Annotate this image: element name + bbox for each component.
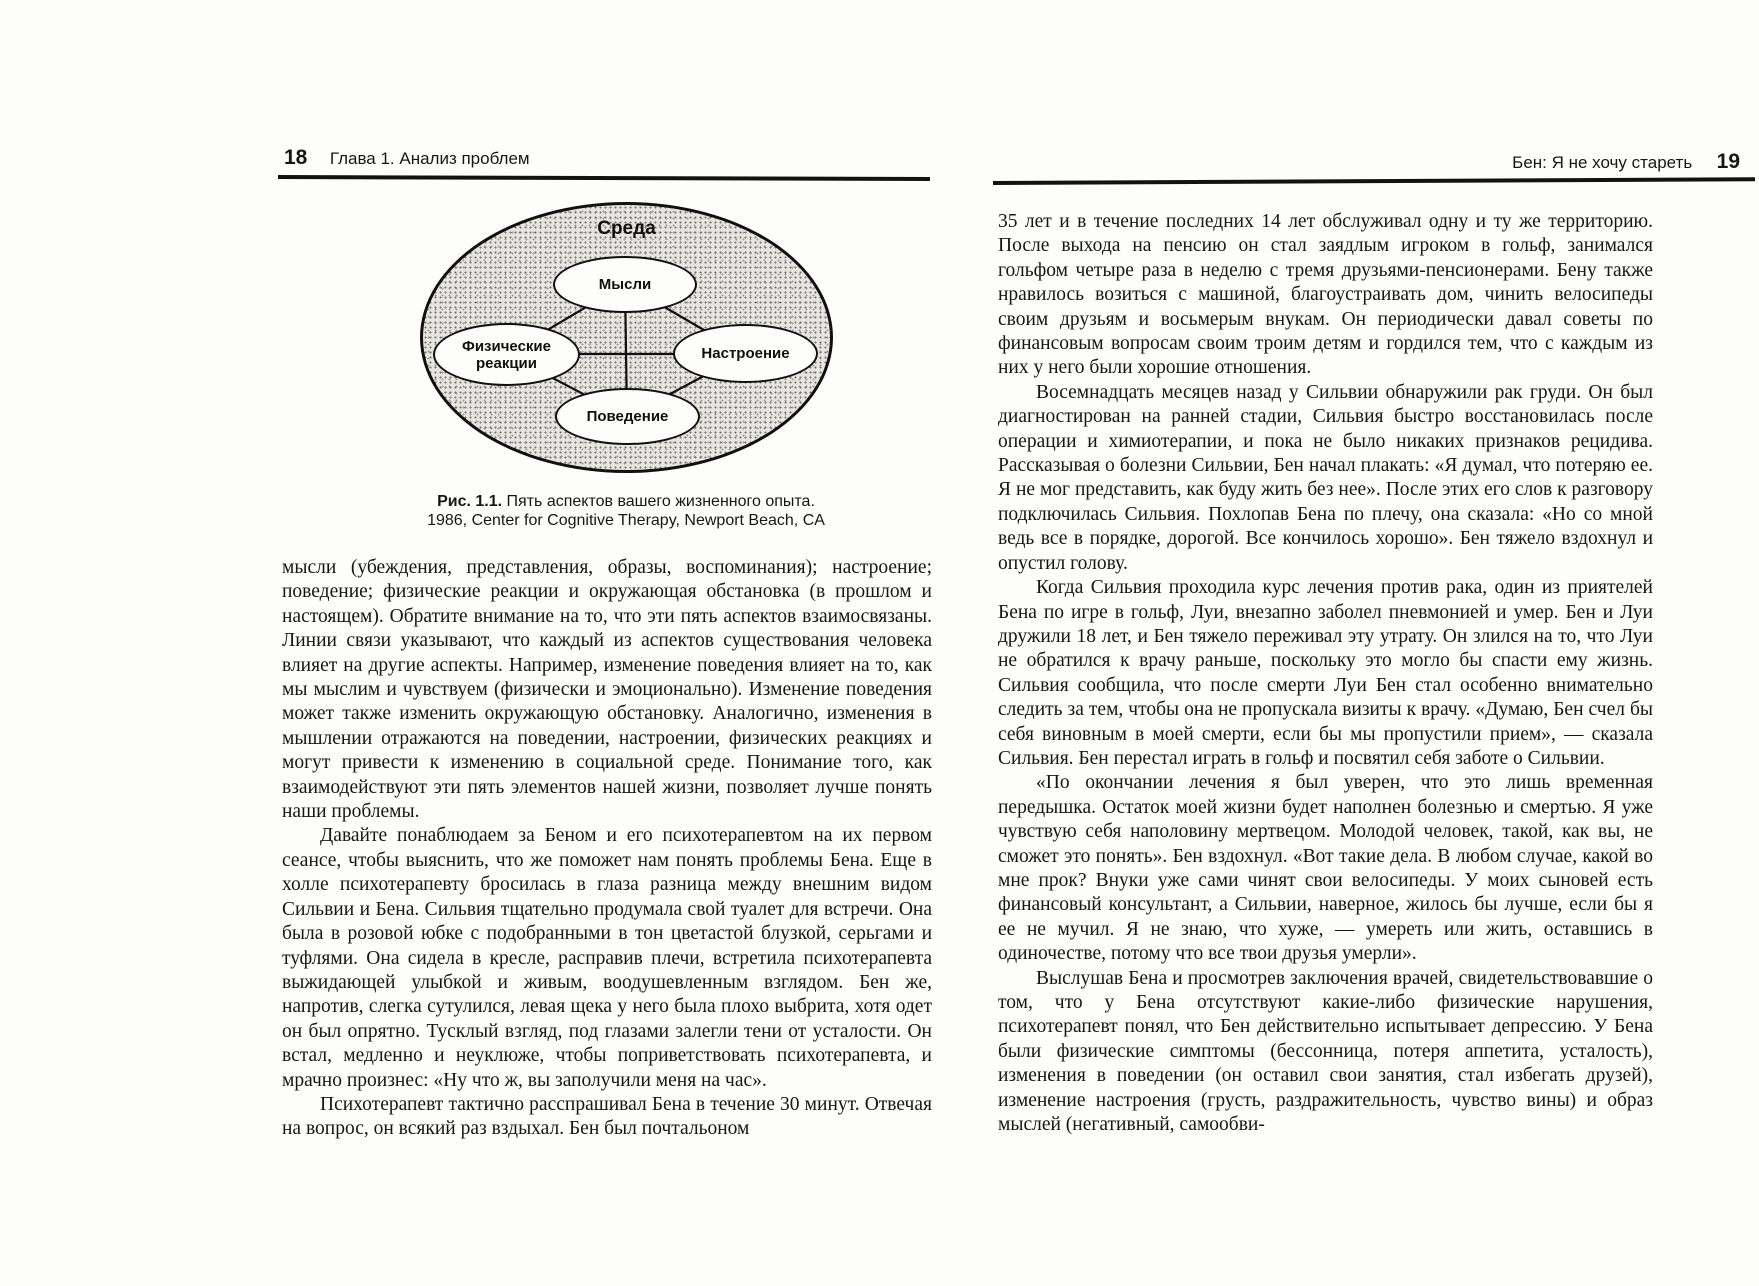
figure-node-behavior: Поведение: [555, 388, 700, 445]
right-running-title: Бен: Я не хочу стареть: [1512, 153, 1693, 172]
right-page-body: [998, 210, 1653, 1137]
right-running-head: [998, 150, 1740, 174]
environment-label: Среда: [597, 218, 656, 239]
paragraph: Давайте понаблюдаем за Беном и его психотерапевтом на их первом сеансе, чтобы выяснить, что же поможет нам понять проблемы Бена. Еще в холле психотерапевту бросилась в глаза разница между внешним видом Сильвии и Бена. Сильвия тщательно продумала свой туалет для встречи. Она была в розовой юбке с подобранными в тон цветастой блузкой, серьгами и туфлями. Она сидела в кресле, расправив плечи, встретила психотерапевта выжидающей улыбкой и живым, воодушевленным взглядом. Бен же, напротив, слегка сутулился, левая щека у него была плохо выбрита, хотя одет он был опрятно. Тусклый взгляд, под глазами залегли тени от усталости. Он встал, медленно и неуклюже, чтобы поприветствовать психотерапевта, и мрачно произнес: «Ну что ж, вы заполучили меня на час».: [282, 825, 932, 1091]
figure-node-physical-reactions: Физические реакции: [433, 323, 580, 386]
left-page-body: [282, 556, 932, 1142]
left-page-number: 18: [284, 146, 308, 169]
left-running-head: [284, 146, 530, 170]
figure-node-thoughts: Мысли: [553, 256, 697, 313]
figure-caption: [326, 492, 926, 530]
paragraph: «По окончании лечения я был уверен, что это лишь временная передышка. Остаток моей жизни будет наполнен болезнью и смертью. Я уже чувствую себя наполовину мертвецом. Молодой человек, такой, как вы, не сможет это понять». Бен вздохнул. «Вот такие дела. В любом случае, какой во мне прок? Внуки уже сами чинят свои велосипеды. У моих сыновей есть финансовый консультант, а Сильвии, наверное, жилось бы лучше, если бы я ее не мучил. Я не знаю, что хуже, — умереть или жить, оставшись в одиночестве, потому что все твои друзья умерли».: [998, 772, 1653, 965]
left-running-title: Глава 1. Анализ проблем: [329, 149, 530, 168]
right-header-rule: [993, 177, 1755, 185]
figure-caption-number: Рис. 1.1.: [437, 493, 503, 510]
figure-five-aspects-diagram: [420, 202, 833, 473]
paragraph: 35 лет и в течение последних 14 лет обслуживал одну и ту же территорию. После выхода на пенсию он стал заядлым игроком в гольф, занимался гольфом четыре раза в неделю с тремя друзьями-пенсионерами. Бену также нравилось возиться с машиной, благоустраивать дом, чинить велосипеды своим друзьям и восьмерым внукам. Он периодически давал советы по финансовым вопросам своим троим детям и гордился тем, что с каждым из них у него были хорошие отношения.: [998, 211, 1653, 379]
left-header-rule: [278, 175, 930, 181]
paragraph: Восемнадцать месяцев назад у Сильвии обнаружили рак груди. Он был диагностирован на ранней стадии, Сильвия быстро восстановилась после операции и химиотерапии, и пока не было никаких признаков рецидива. Рассказывая о болезни Сильвии, Бен начал плакать: «Я думал, что потеряю ее. Я не мог представить, как буду жить без нее». После этих его слов к разговору подключилась Сильвия. Похлопав Бена по плечу, она сказала: «Но со мной ведь все в порядке, дорогой. Все кончилось хорошо». Бен тяжело вздохнул и опустил голову.: [998, 381, 1653, 574]
right-page-number: 19: [1716, 150, 1740, 173]
paragraph: Выслушав Бена и просмотрев заключения врачей, свидетельствовавшие о том, что у Бена отсутствуют какие-либо физические нарушения, психотерапевт понял, что Бен действительно испытывает депрессию. У Бена были физические симптомы (бессонница, потеря аппетита, усталость), изменения в поведении (он оставил свои занятия, стал избегать друзей), изменение настроения (грусть, раздражительность, чувство вины) и образ мыслей (негативный, самообви-: [998, 967, 1653, 1136]
figure-caption-title: Пять аспектов вашего жизненного опыта.: [502, 493, 815, 510]
paragraph: Психотерапевт тактично расспрашивал Бена в течение 30 минут. Отвечая на вопрос, он всякий раз вздыхал. Бен был почтальоном: [282, 1093, 932, 1140]
figure-node-mood: Настроение: [673, 324, 818, 383]
figure-caption-line2: 1986, Center for Cognitive Therapy, Newport Beach, CA: [427, 512, 825, 529]
paragraph: мысли (убеждения, представления, образы, воспоминания); настроение; поведение; физические реакции и окружающая обстановка (в прошлом и настоящем). Обратите внимание на то, что эти пять аспектов взаимосвязаны. Линии связи указывают, что каждый из аспектов существования человека влияет на другие аспекты. Например, изменение поведения влияет на то, как мы мыслим и чувствуем (физически и эмоционально). Изменение поведения может также изменить окружающую обстановку. Аналогично, изменения в мышлении отражаются на поведении, настроении, физических реакциях и могут привести к изменению в социальной среде. Понимание того, как взаимодействуют эти пять элементов нашей жизни, позволяет лучше понять наши проблемы.: [282, 557, 932, 823]
paragraph: Когда Сильвия проходила курс лечения против рака, один из приятелей Бена по игре в гольф, Луи, внезапно заболел пневмонией и умер. Бен и Луи дружили 18 лет, и Бен тяжело переживал эту утрату. Он злился на то, что Луи не обратился к врачу раньше, поскольку это могло бы спасти ему жизнь. Сильвия сообщила, что после смерти Луи Бен стал особенно внимательно следить за тем, чтобы она не пропускала визиты к врачу. «Думаю, Бен счел бы себя виновным в моей смерти, если бы мы пропустили прием», — сказала Сильвия. Бен перестал играть в гольф и посвятил себя заботе о Сильвии.: [998, 577, 1653, 769]
figure-caption-line1: [326, 492, 926, 511]
